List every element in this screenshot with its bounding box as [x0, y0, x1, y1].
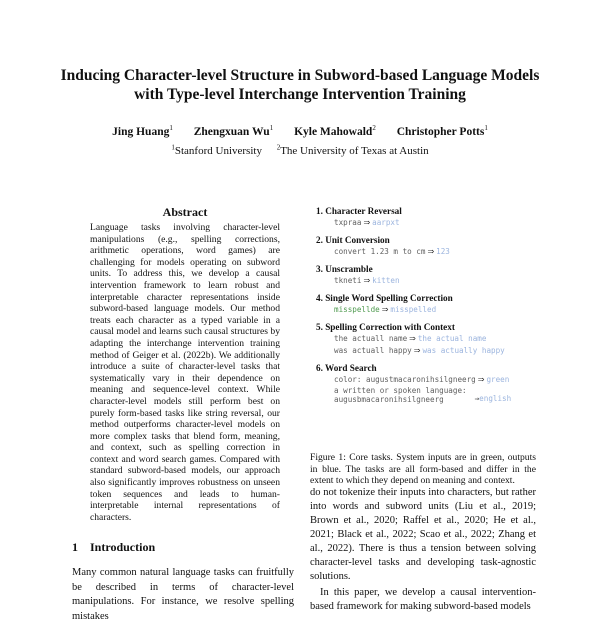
arrow-icon: ⇒	[474, 393, 480, 403]
figure-1	[316, 205, 536, 409]
task-title: 1. Character Reversal	[316, 206, 402, 216]
task-example: misspellde ⇒ misspelled	[334, 305, 437, 314]
arrow-icon: ⇒	[381, 305, 389, 314]
arrow-icon: ⇒	[363, 218, 371, 227]
introduction-text: Many common natural language tasks can fruitfully be described in terms of character-level manipulations. For instance, we resolve spelling mistakes	[72, 567, 294, 622]
task-title: 4. Single Word Spelling Correction	[316, 293, 453, 303]
affiliation: $^2$The University of Texas at Austin	[276, 143, 429, 157]
body-text-right	[310, 486, 536, 614]
task-item	[316, 234, 536, 258]
arrow-icon: ⇒	[413, 346, 421, 355]
arrow-icon: ⇒	[427, 247, 435, 256]
task-item	[316, 321, 536, 357]
arrow-icon: ⇒	[363, 276, 371, 285]
task-title: 3. Unscramble	[316, 264, 373, 274]
author: Christopher Potts$^1$	[396, 124, 488, 138]
task-example: color: augustmacaronihsilgneerg ⇒ green	[334, 375, 510, 384]
task-example: a written or spoken language: augusbmacaronihsilgneerg ⇒english	[334, 386, 512, 404]
task-title: 6. Word Search	[316, 363, 377, 373]
task-example: was actuall happy ⇒ was actually happy	[334, 346, 505, 355]
author-list	[40, 124, 560, 138]
task-item	[316, 292, 536, 316]
affiliations	[40, 143, 560, 157]
task-item	[316, 263, 536, 287]
arrow-icon: ⇒	[477, 375, 485, 384]
title-line-1: Inducing Character-level Structure in Subword-based Language Models	[60, 67, 540, 84]
task-example: the actuall name ⇒ the actual name	[334, 334, 487, 343]
affiliation: $^1$Stanford University	[171, 143, 262, 157]
author: Kyle Mahowald$^2$	[294, 124, 376, 138]
author: Jing Huang$^1$	[112, 124, 173, 138]
task-item	[316, 205, 536, 229]
paragraph: do not tokenize their inputs into characters, but rather into words and subword units (Liu et al., 2019; Brown et al., 2020; Raffel et al., 2020; He et al., 2021; Black et al., 2022; Scao et al., 2022; Zhang et al., 2022). There is thus a tension between solving character-level tasks and developing task-agnostic solutions.	[310, 487, 536, 582]
abstract-text: Language tasks involving character-level manipulations (e.g., spelling corrections, arithmetic operations, word games) are challenging for models operating on subword units. To address this, we develop a causal intervention framework to learn robust and interpretable character representations inside subword-based language models. Our method treats each character as a typed variable in a causal model and learns such causal structures by adapting the interchange intervention training method of Geiger et al. (2022b). We additionally introduce a suite of character-level tasks that systematically vary in their dependence on meaning and sequence-level context. While character-level models still perform best on purely form-based tasks like string reversal, our method outperforms character-level models on more complex tasks that blend form, meaning, and context, such as spelling correction in context and word search games. Compared with standard subword-based models, our approach also significantly improves robustness on unseen token sequences and leads to human-interpretable internal representations of characters.	[90, 222, 280, 523]
task-example: tkneti ⇒ kitten	[334, 276, 400, 285]
author: Zhengxuan Wu$^1$	[193, 124, 274, 138]
task-item	[316, 362, 536, 404]
section-heading: 1 Introduction	[72, 540, 156, 554]
task-example: txpraa ⇒ aarpxt	[334, 218, 400, 227]
paper-title	[40, 66, 560, 104]
arrow-icon: ⇒	[409, 334, 416, 343]
paragraph: In this paper, we develop a causal intervention-based framework for making subword-based models	[310, 587, 536, 612]
task-title: 2. Unit Conversion	[316, 235, 390, 245]
task-title: 5. Spelling Correction with Context	[316, 322, 455, 332]
task-example: convert 1.23 m to cm ⇒ 123	[334, 247, 450, 256]
figure-caption: Figure 1: Core tasks. System inputs are in green, outputs in blue. The tasks are all form-based and differ in the extent to which they depend on meaning and context.	[310, 452, 536, 487]
abstract-heading: Abstract	[162, 205, 208, 219]
title-line-2: with Type-level Interchange Intervention Training	[134, 86, 466, 103]
